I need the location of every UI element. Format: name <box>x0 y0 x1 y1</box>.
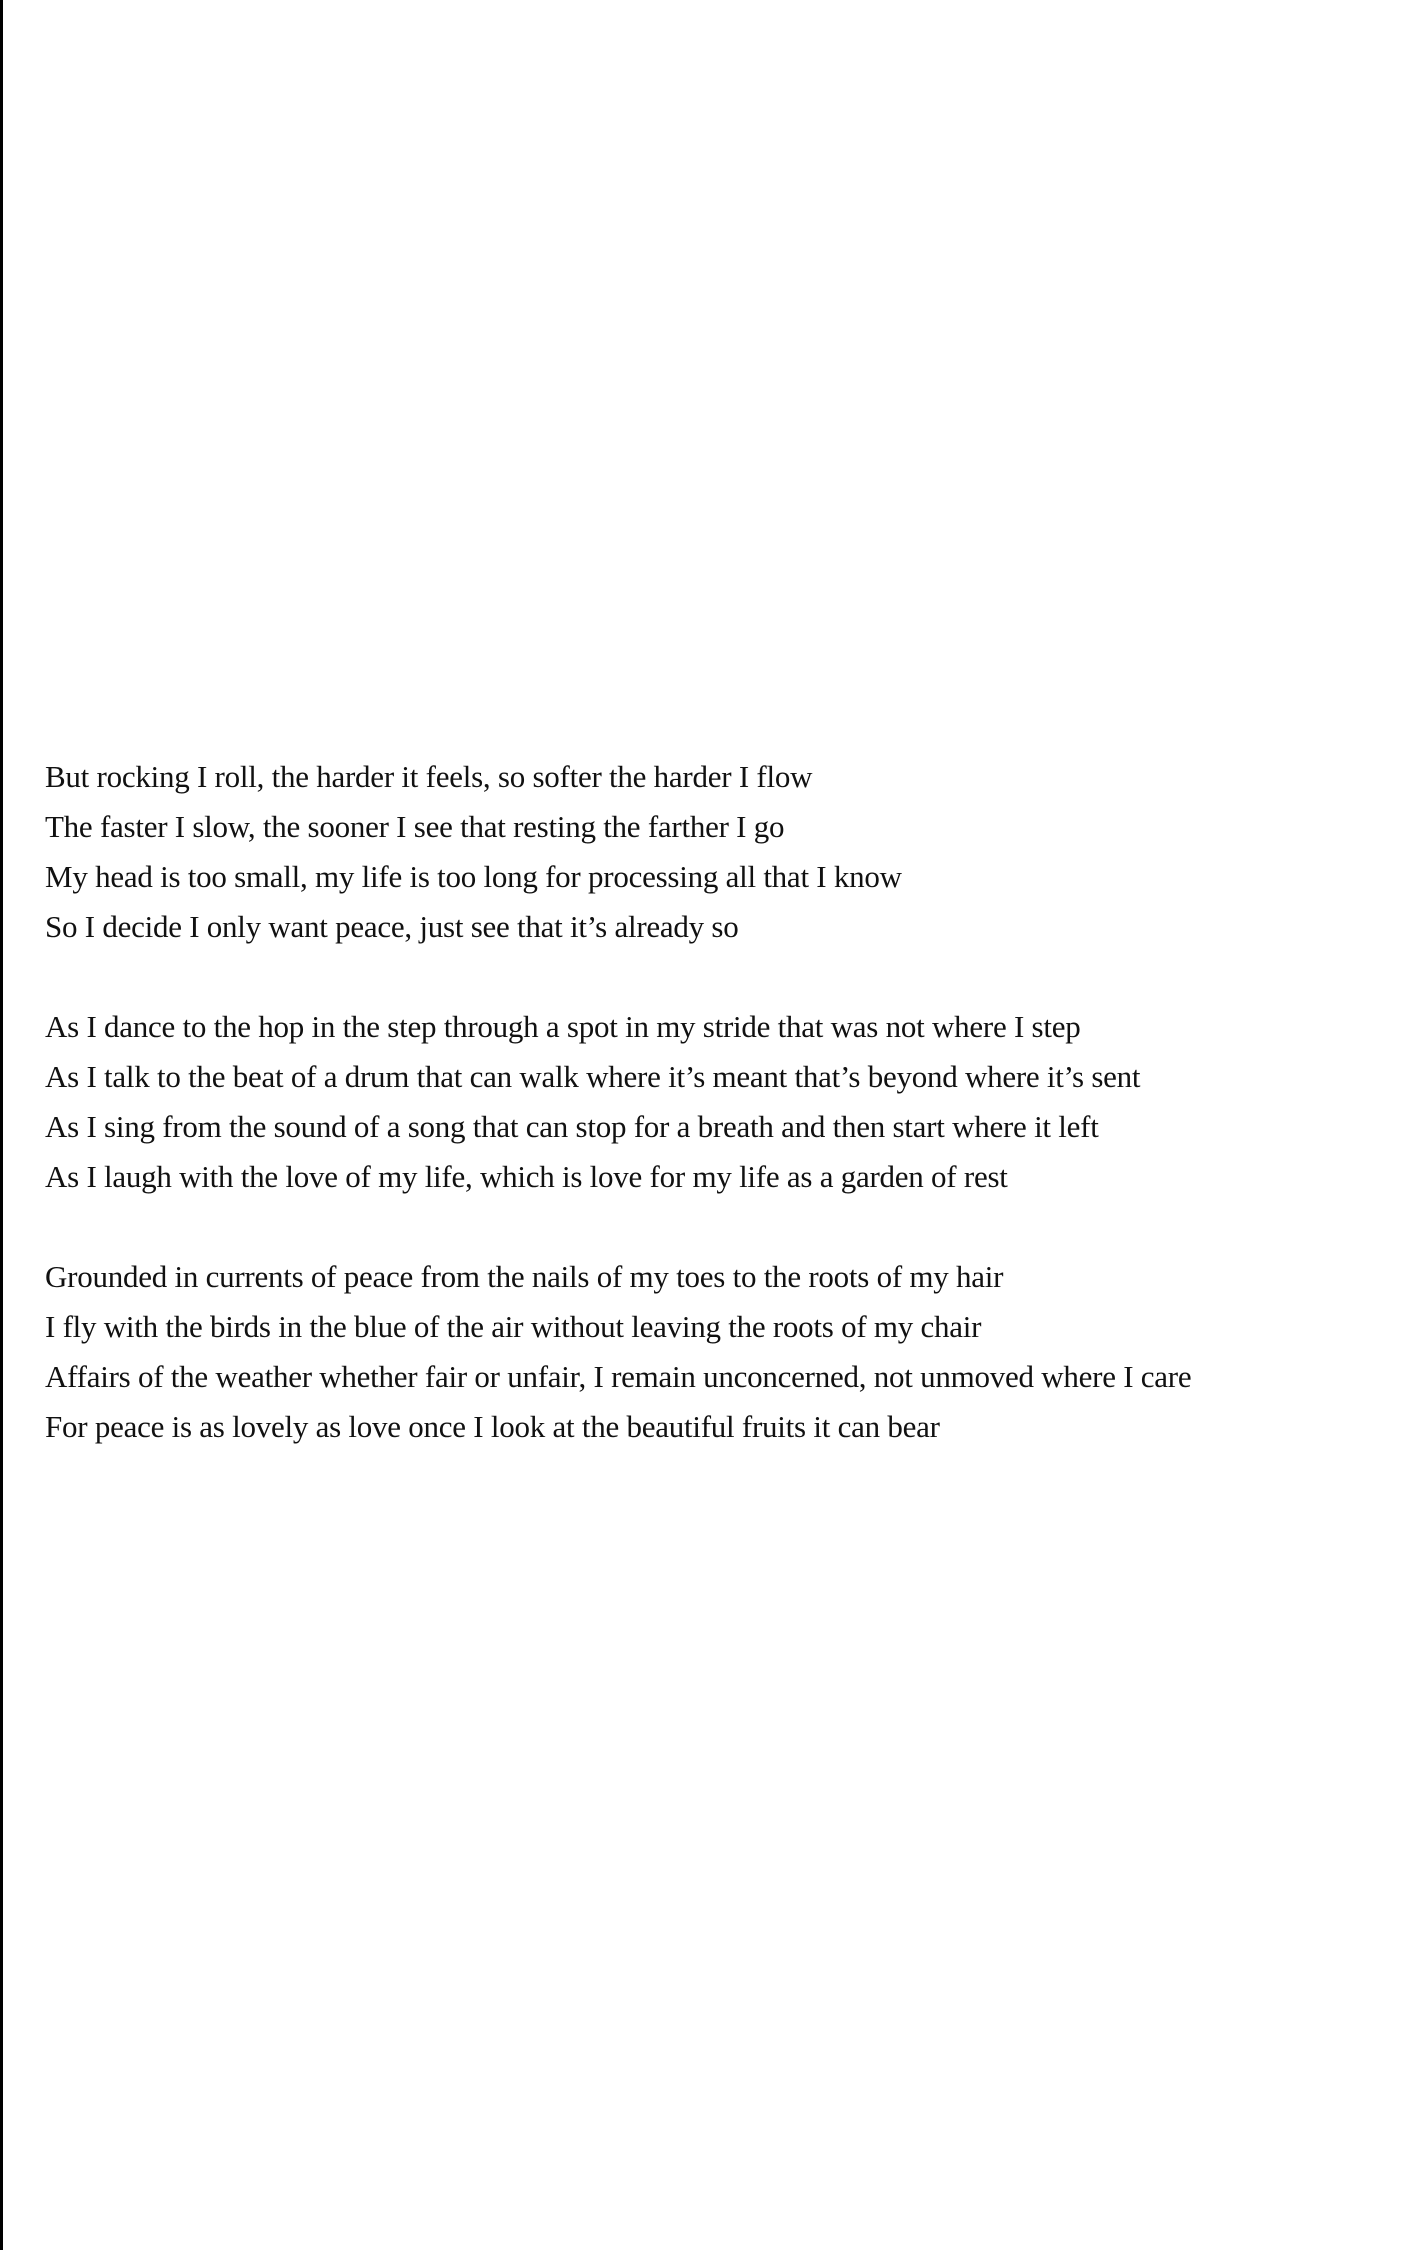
poem-line: The faster I slow, the sooner I see that resting the farther I go <box>45 809 785 844</box>
stanza-3 <box>45 1252 1191 1452</box>
stanza-2 <box>45 1002 1191 1202</box>
poem-line: Affairs of the weather whether fair or unfair, I remain unconcerned, not unmoved where I care <box>45 1359 1192 1394</box>
page-left-border <box>0 0 3 2250</box>
poem-line: As I laugh with the love of my life, which is love for my life as a garden of rest <box>45 1159 1008 1194</box>
poem-line: So I decide I only want peace, just see that it’s already so <box>45 909 739 944</box>
poem-line: I fly with the birds in the blue of the air without leaving the roots of my chair <box>45 1309 982 1344</box>
poem-line: For peace is as lovely as love once I look at the beautiful fruits it can bear <box>45 1409 940 1444</box>
poem-line: As I sing from the sound of a song that can stop for a breath and then start where it left <box>45 1109 1099 1144</box>
poem-line: Grounded in currents of peace from the nails of my toes to the roots of my hair <box>45 1259 1004 1294</box>
poem-line: But rocking I roll, the harder it feels, so softer the harder I flow <box>45 759 813 794</box>
poem-line: As I talk to the beat of a drum that can walk where it’s meant that’s beyond where it’s sent <box>45 1059 1141 1094</box>
stanza-1 <box>45 752 1191 952</box>
poem-line: My head is too small, my life is too long for processing all that I know <box>45 859 902 894</box>
poem-line: As I dance to the hop in the step through a spot in my stride that was not where I step <box>45 1009 1081 1044</box>
poem-body <box>45 752 1191 1502</box>
